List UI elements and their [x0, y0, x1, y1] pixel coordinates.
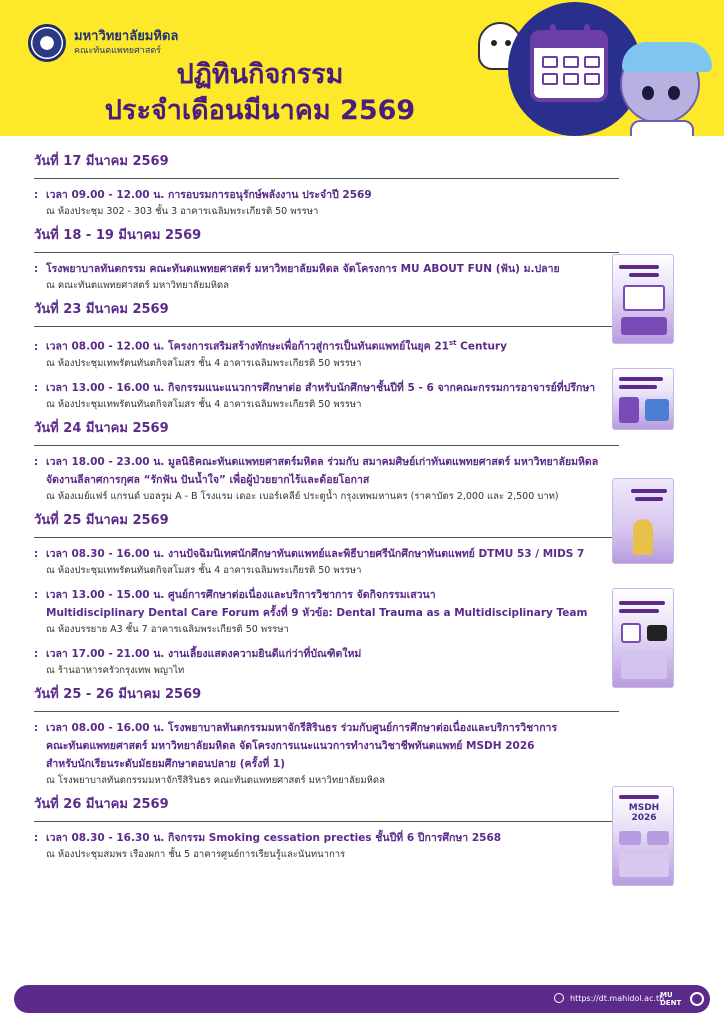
- website-url: https://dt.mahidol.ac.th: [570, 993, 665, 1003]
- event-location: ณ ร้านอาหารครัวกรุงเทพ พญาไท: [46, 664, 185, 676]
- event-location: ณ ห้องประชุมเทพรัตนทันตกิจสโมสร ชั้น 4 อาคารเฉลิมพระเกียรติ 50 พรรษา: [46, 564, 362, 576]
- date-heading: วันที่ 18 - 19 มีนาคม 2569: [34, 226, 619, 253]
- event-text: เวลา 09.00 - 12.00 น. การอบรมการอนุรักษ์พลังงาน ประจำปี 2569: [46, 189, 372, 201]
- website-link[interactable]: [554, 993, 664, 1003]
- event-item: : เวลา 13.00 - 16.00 น. กิจกรรมแนะแนวการศึกษาต่อ สำหรับนักศึกษาชั้นปีที่ 5 - 6 จากคณะกรรมการอาจารย์ที่ปรึกษา ณ ห้องประชุมเทพรัตนทันตกิจสโมสร ชั้น 4 อาคารเฉลิมพระเกียรติ 50 พรรษา: [34, 379, 614, 413]
- day-section: [34, 795, 614, 863]
- date-heading: วันที่ 17 มีนาคม 2569: [34, 152, 619, 179]
- msdh-poster-label: MSDH 2026: [628, 803, 660, 823]
- poster-thumbnail-graduation[interactable]: [612, 588, 674, 688]
- event-text-line2: คณะทันตแพทยศาสตร์ มหาวิทยาลัยมหิดล จัดโครงการแนะแนวการทำงานวิชาชีพทันตแพทย์ MSDH 2026: [46, 739, 535, 752]
- event-item: : เวลา 18.00 - 23.00 น. มูลนิธิคณะทันตแพทยศาสตร์มหิดล ร่วมกับ สมาคมศิษย์เก่าทันตแพทยศาสตร์ มหาวิทยาลัยมหิดล จัดงานลีลาศการกุศล “รักฟัน ปันน้ำใจ” เพื่อผู้ป่วยยากไร้และด้อยโอกาส ณ ห้องเมย์แฟร์ แกรนด์ บอลรูม A - B โรงแรม เดอะ เบอร์เคลีย์ ประตูน้ำ กรุงเทพมหานคร (ราคาบัตร 2,000 และ 2,500 บาท): [34, 453, 614, 505]
- event-text: เวลา 08.00 - 12.00 น. โครงการเสริมสร้างทักษะเพื่อก้าวสู่การเป็นทันตแพทย์ในยุค 21: [46, 340, 449, 353]
- event-text: เวลา 08.30 - 16.00 น. งานปัจฉิมนิเทศนักศึกษาทันตแพทย์และพิธีบายศรีนักศึกษาทันตแพทย์ DTMU 53 / MIDS 7: [46, 547, 585, 560]
- event-text-line2: Multidisciplinary Dental Care Forum ครั้งที่ 9 หัวข้อ: Dental Trauma as a Multidisciplinary Team: [46, 606, 588, 619]
- calendar-icon: [530, 30, 608, 102]
- event-item: : โรงพยาบาลทันตกรรม คณะทันตแพทยศาสตร์ มหาวิทยาลัยมหิดล จัดโครงการ MU ABOUT FUN (ฟัน) ม.ปลาย ณ คณะทันตแพทยศาสตร์ มหาวิทยาลัยมหิดล: [34, 260, 614, 294]
- date-heading: วันที่ 25 - 26 มีนาคม 2569: [34, 685, 619, 712]
- footer-bar: [14, 985, 710, 1013]
- day-section: [34, 226, 614, 294]
- calendar-list: [34, 152, 614, 869]
- event-text: เวลา 17.00 - 21.00 น. งานเลี้ยงแสดงความยินดีแก่ว่าที่บัณฑิตใหม่: [46, 647, 362, 660]
- event-location: ณ โรงพยาบาลทันตกรรมมหาจักรีสิรินธร คณะทันตแพทยศาสตร์ มหาวิทยาลัยมหิดล: [46, 774, 385, 786]
- event-location: ณ ห้องบรรยาย A3 ชั้น 7 อาคารเฉลิมพระเกียรติ 50 พรรษา: [46, 623, 289, 635]
- event-item: : เวลา 17.00 - 21.00 น. งานเลี้ยงแสดงความยินดีแก่ว่าที่บัณฑิตใหม่ ณ ร้านอาหารครัวกรุงเทพ พญาไท: [34, 645, 614, 679]
- date-heading: วันที่ 26 มีนาคม 2569: [34, 795, 619, 822]
- event-location: ณ ห้องประชุมเทพรัตนทันตกิจสโมสร ชั้น 4 อาคารเฉลิมพระเกียรติ 50 พรรษา: [46, 357, 362, 369]
- university-name: มหาวิทยาลัยมหิดล: [74, 29, 179, 44]
- poster-thumbnail-mu-about-fun[interactable]: [612, 254, 674, 344]
- event-item: : เวลา 08.00 - 12.00 น. โครงการเสริมสร้างทักษะเพื่อก้าวสู่การเป็นทันตแพทย์ในยุค 21st Century ณ ห้องประชุมเทพรัตนทันตกิจสโมสร ชั้น 4 อาคารเฉลิมพระเกียรติ 50 พรรษา: [34, 334, 614, 372]
- event-text-line2: จัดงานลีลาศการกุศล “รักฟัน ปันน้ำใจ” เพื่อผู้ป่วยยากไร้และด้อยโอกาส: [46, 473, 370, 486]
- day-section: [34, 511, 614, 679]
- faculty-name: คณะทันตแพทยศาสตร์: [74, 46, 162, 56]
- event-location: ณ ห้องประชุมสมพร เรืองผกา ชั้น 5 อาคารศูนย์การเรียนรู้และนันทนาการ: [46, 848, 346, 860]
- header-banner: [0, 0, 724, 136]
- event-location: ณ ห้องเมย์แฟร์ แกรนด์ บอลรูม A - B โรงแรม เดอะ เบอร์เคลีย์ ประตูน้ำ กรุงเทพมหานคร (ราคาบัตร 2,000 และ 2,500 บาท): [46, 490, 559, 502]
- poster-thumbnail-msdh-2026[interactable]: [612, 786, 674, 886]
- event-item: : เวลา 13.00 - 15.00 น. ศูนย์การศึกษาต่อเนื่องและบริการวิชาการ จัดกิจกรรมเสวนา Multidisciplinary Dental Care Forum ครั้งที่ 9 หัวข้อ: Dental Trauma as a Multidisciplinary Team ณ ห้องบรรยาย A3 ชั้น 7 อาคารเฉลิมพระเกียรติ 50 พรรษา: [34, 586, 614, 638]
- poster-thumbnail-charity-ball[interactable]: [612, 478, 674, 564]
- university-seal-small-icon: [690, 992, 704, 1006]
- event-superscript: st: [448, 339, 457, 347]
- poster-thumbnail-guidance[interactable]: [612, 368, 674, 430]
- date-heading: วันที่ 23 มีนาคม 2569: [34, 300, 619, 327]
- event-location: ณ ห้องประชุมเทพรัตนทันตกิจสโมสร ชั้น 4 อาคารเฉลิมพระเกียรติ 50 พรรษา: [46, 398, 362, 410]
- day-section: [34, 419, 614, 505]
- event-item: : เวลา 09.00 - 12.00 น. การอบรมการอนุรักษ์พลังงาน ประจำปี 2569 ณ ห้องประชุม 302 - 303 ชั้น 3 อาคารเฉลิมพระเกียรติ 50 พรรษา: [34, 186, 614, 220]
- date-heading: วันที่ 25 มีนาคม 2569: [34, 511, 619, 538]
- event-text: เวลา 08.00 - 16.00 น. โรงพยาบาลทันตกรรมมหาจักรีสิรินธร ร่วมกับศูนย์การศึกษาต่อเนื่องและบริการวิชาการ: [46, 721, 558, 734]
- event-text: เวลา 13.00 - 16.00 น. กิจกรรมแนะแนวการศึกษาต่อ สำหรับนักศึกษาชั้นปีที่ 5 - 6 จากคณะกรรมการอาจารย์ที่ปรึกษา: [46, 381, 596, 394]
- event-text: โรงพยาบาลทันตกรรม คณะทันตแพทยศาสตร์ มหาวิทยาลัยมหิดล จัดโครงการ MU ABOUT FUN (ฟัน) ม.ปลาย: [46, 263, 560, 275]
- day-section: [34, 685, 614, 789]
- event-location: ณ ห้องประชุม 302 - 303 ชั้น 3 อาคารเฉลิมพระเกียรติ 50 พรรษา: [46, 206, 319, 217]
- date-heading: วันที่ 24 มีนาคม 2569: [34, 419, 619, 446]
- globe-icon: [554, 993, 564, 1003]
- event-text: เวลา 18.00 - 23.00 น. มูลนิธิคณะทันตแพทยศาสตร์มหิดล ร่วมกับ สมาคมศิษย์เก่าทันตแพทยศาสตร์ มหาวิทยาลัยมหิดล: [46, 455, 599, 468]
- page-title-line2: ประจำเดือนมีนาคม 2569: [104, 95, 416, 126]
- event-text-line3: สำหรับนักเรียนระดับมัธยมศึกษาตอนปลาย (ครั้งที่ 1): [46, 757, 286, 770]
- mudent-logo-line2: DENT: [660, 999, 682, 1007]
- mudent-logo-line1: MU: [660, 991, 673, 999]
- event-text-tail: Century: [456, 340, 507, 353]
- dentist-mascot-icon: [616, 36, 706, 136]
- day-section: [34, 152, 614, 220]
- event-item: : เวลา 08.30 - 16.00 น. งานปัจฉิมนิเทศนักศึกษาทันตแพทย์และพิธีบายศรีนักศึกษาทันตแพทย์ DTMU 53 / MIDS 7 ณ ห้องประชุมเทพรัตนทันตกิจสโมสร ชั้น 4 อาคารเฉลิมพระเกียรติ 50 พรรษา: [34, 545, 614, 579]
- event-item: : เวลา 08.00 - 16.00 น. โรงพยาบาลทันตกรรมมหาจักรีสิรินธร ร่วมกับศูนย์การศึกษาต่อเนื่องและบริการวิชาการ คณะทันตแพทยศาสตร์ มหาวิทยาลัยมหิดล จัดโครงการแนะแนวการทำงานวิชาชีพทันตแพทย์ MSDH 2026 สำหรับนักเรียนระดับมัธยมศึกษาตอนปลาย (ครั้งที่ 1) ณ โรงพยาบาลทันตกรรมมหาจักรีสิรินธร คณะทันตแพทยศาสตร์ มหาวิทยาลัยมหิดล: [34, 719, 614, 789]
- page-title-line1: ปฏิทินกิจกรรม: [176, 59, 344, 90]
- mudent-logo: [660, 991, 681, 1007]
- event-location: ณ คณะทันตแพทยศาสตร์ มหาวิทยาลัยมหิดล: [46, 280, 229, 291]
- event-text: เวลา 08.30 - 16.30 น. กิจกรรม Smoking cessation precties ชั้นปีที่ 6 ปีการศึกษา 2568: [46, 831, 502, 844]
- event-text: เวลา 13.00 - 15.00 น. ศูนย์การศึกษาต่อเนื่องและบริการวิชาการ จัดกิจกรรมเสวนา: [46, 588, 436, 601]
- day-section: [34, 300, 614, 413]
- event-item: : เวลา 08.30 - 16.30 น. กิจกรรม Smoking cessation precties ชั้นปีที่ 6 ปีการศึกษา 2568 ณ ห้องประชุมสมพร เรืองผกา ชั้น 5 อาคารศูนย์การเรียนรู้และนันทนาการ: [34, 829, 614, 863]
